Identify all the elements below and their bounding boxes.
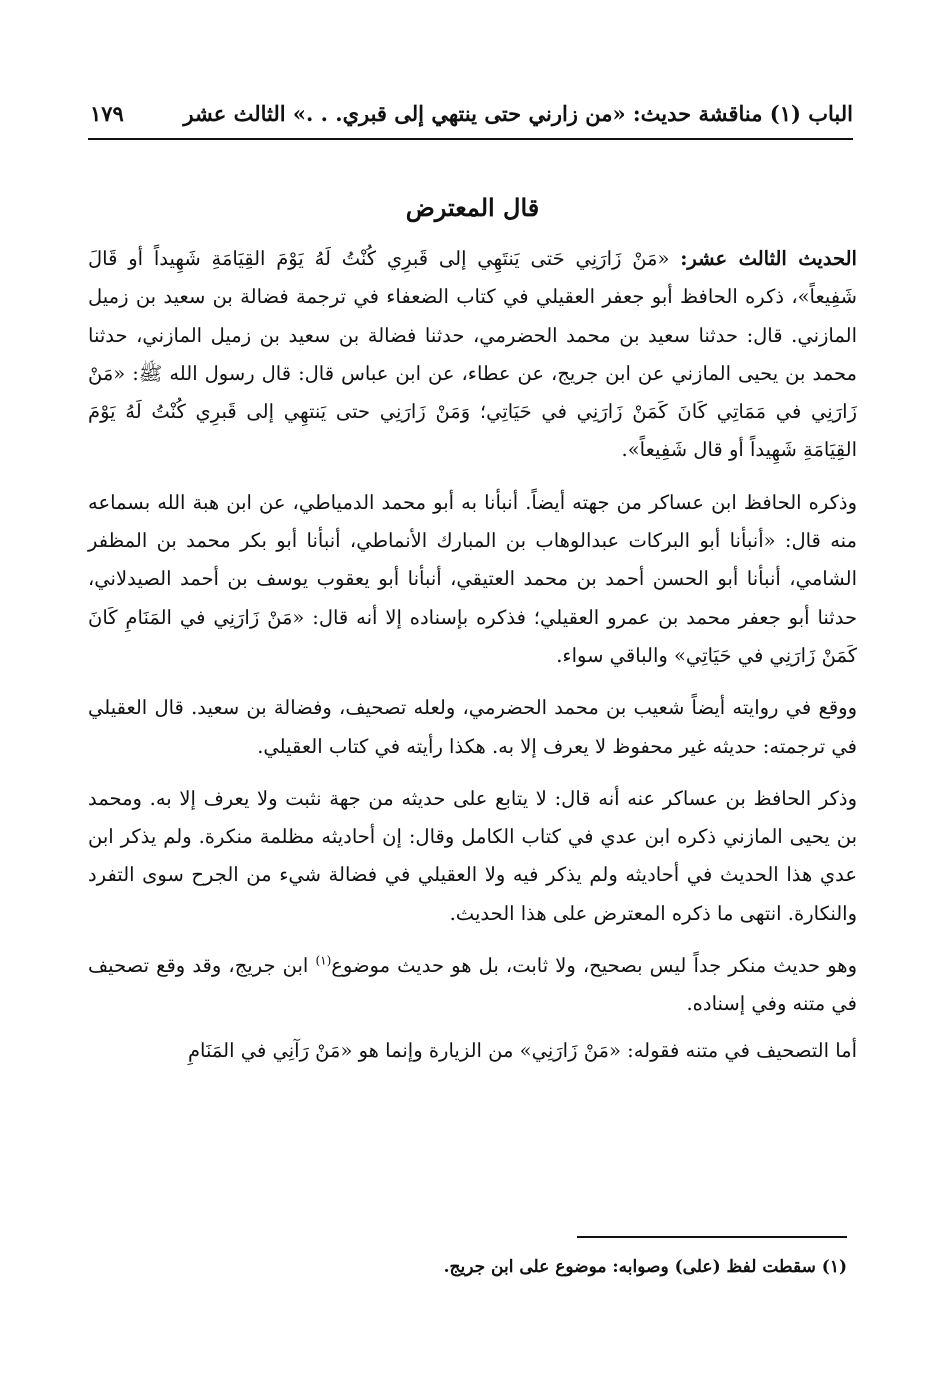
header-title: الباب (١) مناقشة حديث: «من زارني حتى ينتهي إلى قبري. . .» الثالث عشر bbox=[183, 100, 853, 126]
paragraph-5-text-after: ابن جريج، وقد وقع تصحيف في متنه وفي إسناده. bbox=[88, 954, 857, 1016]
paragraph-2: وذكره الحافظ ابن عساكر من جهته أيضاً. أنبأنا به أبو محمد الدمياطي، عن ابن هبة الله بسماعه منه قال: «أنبأنا أبو البركات عبدالوهاب بن المبارك الأنماطي، أنبأنا أبو بكر محمد بن المظفر الشامي، أنبأنا أبو الحسن أحمد بن محمد العتيقي، أنبأنا أبو يعقوب يوسف بن أحمد الصيدلاني، حدثنا أبو جعفر محمد بن عمرو العقيلي؛ فذكره بإسناده إلا أنه قال: «مَنْ زَارَنِي في المَنَامِ كَانَ كَمَنْ زَارَنِي في حَيَاتِي» والباقي سواء. bbox=[88, 490, 857, 667]
paragraph-6: أما التصحيف في متنه فقوله: «مَنْ زَارَنِي» من الزيارة وإنما هو «مَنْ رَآنِي في المَنَامِ bbox=[187, 1038, 857, 1062]
section-heading: قال المعترض bbox=[405, 193, 540, 222]
paragraph-3: ووقع في روايته أيضاً شعيب بن محمد الحضرمي، ولعله تصحيف، وفضالة بن سعيد. قال العقيلي في ترجمته: حديثه غير محفوظ لا يعرف إلا به. هكذا رأيته في كتاب العقيلي. bbox=[88, 696, 857, 758]
footnote-rule bbox=[577, 1236, 847, 1238]
running-header bbox=[90, 96, 853, 130]
paragraph-4: وذكر الحافظ بن عساكر عنه أنه قال: لا يتابع على حديثه من جهة نثبت ولا يعرف إلا به. ومحمد بن يحيى المازني ذكره ابن عدي في كتاب الكامل وقال: إن أحاديثه مظلمة منكرة. ولم يذكر ابن عدي هذا الحديث في أحاديثه ولم يذكر فيه ولا العقيلي في فضالة شيء من الجرح سوى التفرد والنكارة. انتهى ما ذكره المعترض على هذا الحديث. bbox=[88, 786, 857, 925]
footnote-reference: (١) bbox=[315, 953, 332, 968]
paragraph-5-text-before: وهو حديث منكر جداً ليس بصحيح، ولا ثابت، بل هو حديث موضوع bbox=[331, 954, 857, 978]
paragraph-1-text: «مَنْ زَارَنِي حَتى يَنتَهِي إلى قَبرِي كُنْتُ لَهُ يَوْمَ القِيَامَةِ شَهِيداً أو قَالَ شَفِيعاً»، ذكره الحافظ أبو جعفر العقيلي في كتاب الضعفاء في ترجمة فضالة بن سعيد بن زميل المازني. قال: حدثنا سعيد بن محمد الحضرمي، حدثنا فضالة بن سعيد بن زميل المازني، حدثنا محمد بن يحيى المازني عن ابن جريج، عن عطاء، عن ابن عباس قال: قال رسول الله ﷺ: «مَنْ زَارَنِي في مَمَاتِي كَانَ كَمَنْ زَارَنِي في حَيَاتِي؛ وَمَنْ زَارَنِي حتى يَنتهِي إلى قَبرِي كُنْتُ لَهُ يَوْمَ القِيَامَةِ شَهِيداً أو قال شَفِيعاً». bbox=[88, 247, 857, 462]
body-text bbox=[88, 240, 857, 1084]
footnote: (١) سقطت لفظ (على) وصوابه: موضوع على ابن جريج. bbox=[443, 1257, 847, 1277]
hadith-label: الحديث الثالث عشر: bbox=[680, 247, 857, 270]
page-number: ١٧٩ bbox=[90, 100, 124, 126]
header-rule bbox=[88, 138, 853, 140]
paragraph-1 bbox=[88, 240, 857, 470]
paragraph-5 bbox=[88, 947, 857, 1024]
